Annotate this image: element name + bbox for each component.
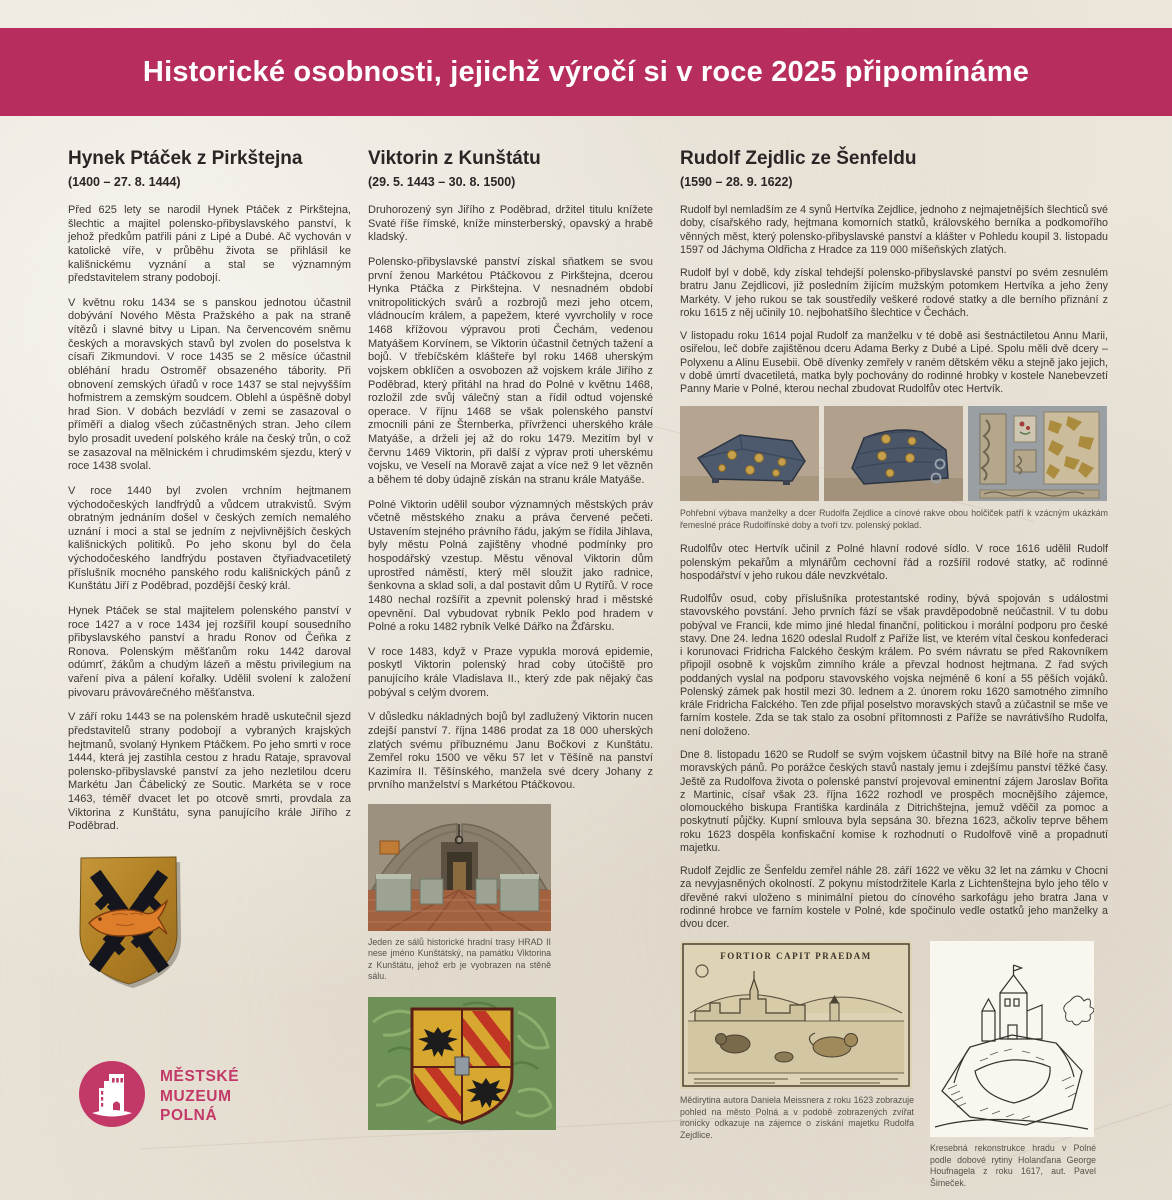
column-viktorin	[368, 148, 653, 1130]
header-band	[0, 28, 1172, 116]
paragraph: Druhorozený syn Jiřího z Poděbrad, držitel titulu knížete Svaté říše římské, kníže minsterberský, opavský a hrabě kladský.	[368, 204, 653, 244]
paragraph: V září roku 1443 se na polenském hradě uskutečnil sjezd představitelů strany podobojí a vybraných krajských hejtmanů, svolaný Hynkem Ptáčkem. Po jeho smrti v roce 1444, která jej zastihla cestou z hradu Rataje, spravoval polensko-přibyslavské panství za jeho nezletilou dceru Markétu Jan Čábelický ze Soutic. Markéta se v roce 1463, téměř dvacet let po otcově smrti, provdala za Viktorina z Kunštátu, syna panujícího krále Jiřího z Poděbrad.	[68, 711, 351, 833]
bottom-illustrations	[680, 941, 1108, 1189]
museum-logo-text	[160, 1067, 239, 1126]
paragraph: Rudolfův osud, coby příslušníka protestantské rodiny, bývá spojován s událostmi stavovského povstání. Jeho prvních fází se však pravděpodobně neúčastnil. V tu dobu pobýval ve Francii, kde mimo jiné hledal finanční, politickou i morální podporu pro české stavy. Dne 24. ledna 1620 odeslal Rudolf z Paříže list, ve kterém vítal českou konfederaci i korunovaci Fridricha Falckého českým králem. Po svém návratu se před Rakovníkem připojil osobně k vojskům zimního krále a převzal hodnost hejtmana. Z řad svých poddaných vyslal na podporu stavovského vojska nejméně 6 koní a 55 pěších vojáků. Polenský zámek pak hostil mezi 30. lednem a 2. únorem roku 1620 samotného zimního krále Fridricha Falckého. Ten zde přijal poselstvo moravských stavů a zúčastnil se mše ve farním kostele. Zda se tak stalo za osobní přítomnosti z Paříže se navrátivšího Rudolfa, není doloženo.	[680, 593, 1108, 738]
poster-title: Historické osobnosti, jejichž výročí si v roce 2025 připomínáme	[142, 55, 1030, 88]
castle-hall-photo	[368, 804, 653, 931]
meissner-engraving-image	[680, 941, 914, 1089]
paragraph: V květnu roku 1434 se s panskou jednotou účastnil dobývání Nového Města Pražského a pak na straně vítězů i slavné bitvy u Lipan. Na červencovém sněmu českých a moravských stavů byl zvolen do poselstva k císaři Zikmundovi. V roce 1435 se 2 měsíce účastnil obléhání hradu Ostroměř obsazeného tábority. Při obnovení zemských úřadů v roce 1437 se stal nejvyšším hofmistrem a zemským soudcem. Oblehl a úspěšně dobyl hrad Sion. V dobách bezvládí v zemi se zasazoval o příměří a dialog všech zúčastněných stran. Jeho cílem bylo prosadit uvedení polského krále na český trůn, o což se zasazoval na mělnickém i chrudimském sjezdu, který v roce 1438 svolal.	[68, 296, 351, 473]
museum-logo	[78, 1060, 239, 1133]
engraving-banner-text: FORTIOR CAPIT PRAEDAM	[720, 951, 872, 962]
castle-caption: Kresebná rekonstrukce hradu v Polné podle dobové rytiny Holanďana George Houfnagela z roku 1617, aut. Pavel Šimeček.	[930, 1143, 1096, 1188]
castle-reconstruction-drawing	[930, 941, 1096, 1137]
meissner-engraving-block	[680, 941, 914, 1141]
column-hynek-ptacek	[68, 148, 351, 990]
engraving-caption: Mědirytina autora Daniela Meissnera z roku 1623 zobrazuje pohled na město Polná a v podobě zobrazených zvířat ironicky odkazuje na zájemce o získání majetku Rudolfa Zejdlice.	[680, 1095, 914, 1140]
paragraph: Rudolf byl nemladším ze 4 synů Hertvíka Zejdlice, jednoho z nejmajetnějších šlechticů své doby, císařského rady, hejtmana komorních statků, královského berníka a podkomořího věnných měst, který polensko-přibyslavské panství a klášter v Pohledu koupil 3. listopadu 1597 od Jáchyma Oldřicha z Hradce za 119 000 míšeňských zlatých.	[680, 204, 1108, 256]
paragraph: Rudolf Zejdlic ze Šenfeldu zemřel náhle 28. září 1622 ve věku 32 let na zámku v Chocni za nevyjasněných okolností. Z pokynu místodržitele Karla z Lichtenštejna bylo jeho tělo v dřevěné rakvi uloženo s minimální pietou do cínového sarkofágu jeho bratra Jana v rodinné hrobce ve farním kostele v Polné, kde spočinulo vedle ostatků jeho manželky a dvou dcer.	[680, 865, 1108, 931]
paragraph: Polensko-přibyslavské panství získal sňatkem se svou první ženou Markétou Ptáčkovou z Pirkštejna, dcerou Hynka Ptáčka z Pirkštejna. V nesnadném období vnitropolitických svárů a rozbrojů mezi jeho otcem, vládnoucím králem, a papežem, které vyvrcholily v roce 1468 křížovou výpravou proti Čechám, vedenou Matyášem Korvínem, se Viktorin účastnil četných tažení a bojů. V třebíčském klášteře byl roku 1468 uherským vojskem obklíčen a osvobozen až vojskem krále Jiřího z Poděbrad, který přitáhl na hrad do Polné v květnu 1468, rozložil zde svůj válečný stan a řídil odtud vojenské operace. V říjnu 1468 se však polenského panství zmocnili páni ze Šternberka, přívrženci uherského krále Matyáše, a drželi jej až do roku 1479. Mezitím byl v červnu 1469 Viktorin, při další z výprav proti uherskému vojsku, ve Veselí na Moravě zajat a více než 9 let vězněn a během té doby údajně získán na stranu krále Matyáše.	[368, 255, 653, 486]
textile-finds-photo	[968, 406, 1107, 501]
column-rudolf-zejdlic	[680, 148, 1108, 1189]
person-dates: (1590 – 28. 9. 1622)	[680, 175, 793, 189]
person-name: Rudolf Zejdlic ze Šenfeldu	[680, 148, 917, 169]
pirkstejn-coat-of-arms-image	[76, 852, 351, 990]
hall-photo-caption: Jeden ze sálů historické hradní trasy HRAD II nese jméno Kunštátský, na památku Viktorina z Kunštátu, jehož erb je vyobrazen na stěně sálu.	[368, 937, 551, 982]
tin-coffin-photo-1	[680, 406, 819, 501]
paragraph: Dne 8. listopadu 1620 se Rudolf se svým vojskem účastnil bitvy na Bílé hoře na straně moravských pánů. Po porážce českých stavů nastaly jemu i zdejšímu panství těžké časy. Ještě za Rudolfova života o polenské panství projevoval eminentní zájem Jaroslav Bořita z Martinic, císař však 23. října 1622 rozhodl ve prospěch mocnějšího zájemce, olomouckého biskupa Františka kardinála z Ditrichštejna, jemuž vděčil za pomoc a poskytnutí půjčky. Kupní smlouva byla sepsána 30. března 1623, ačkoliv teprve během roku 1623 dospěla konfiskační komise k rozhodnutí o Rudolfově vině a propadnutí majetku.	[680, 749, 1108, 854]
paragraph: Rudolf byl v době, kdy získal tehdejší polensko-přibyslavské panství po svém zesnulém bratru Janu Zejdlicovi, již posledním žijícím mužským potomkem Hertvíka a jeho ženy Markéty. V jeho rukou se tak soustředily veškeré rodové statky a dle berního přiznání z roku 1615 z něj učinily 10. nejbohatšího šlechtice v Čechách.	[680, 267, 1108, 319]
logo-line-3: POLNÁ	[160, 1107, 218, 1125]
museum-logo-icon	[78, 1060, 146, 1133]
paragraph: Polné Viktorin udělil soubor významných městských práv včetně městského znaku a práva červené pečeti. Ustavením stejného právního řádu, jakým se řídila Jihlava, byly městu Polná zajištěny vhodné podmínky pro hospodářský vzestup. Městu věnoval Viktorin dům uprostřed náměstí, který měl sloužit jako radnice, šenkovna a sklad soli, a dal postavit dům U Rytířů. V roce 1480 nechal rozšířit a zpevnit polenský hrad i městské opevnění. Dal vybudovat rybník Peklo pod hradem v Polné a roku 1482 rybník Velké Dářko na Žďársku.	[368, 498, 653, 634]
paragraph: Před 625 lety se narodil Hynek Ptáček z Pirkštejna, šlechtic a majitel polensko-přibyslavského panství, k jehož předkům patřili páni z Lipé a Dubé. Ač vychován v katolické víře, v průběhu života se přihlásil ke kališnickému vyznání a stal se významným představitelem strany podobojí.	[68, 204, 351, 285]
paragraph: V roce 1440 byl zvolen vrchním hejtmanem východočeských landfrýdů a vůdcem utrakvistů. Svým obratným jednáním došel v českých zemích nemalého uznání i moci a stal se jedním z nejvlivnějších českých kališnických politiků. Po jeho skonu byl do čela východočeského landfrýdu postaven čtyřiadvacetiletý příslušník mocného panského rodu kališnických pánů z Kunštátu Jiří z Poděbrad, pozdější český král.	[68, 484, 351, 593]
person-dates: (1400 – 27. 8. 1444)	[68, 175, 181, 189]
paragraph: Hynek Ptáček se stal majitelem polenského panství v roce 1427 a v roce 1434 jej rozšířil koupí sousedního přibyslavského panství a hradu Ronov od Čeňka z Ronova. Polenským měšťanům roku 1442 daroval odúmrť, žákům a chudým lázeň a městu privilegium na vaření piva a pálení kořalky. Udělil svolení k založení pivovaru právovárečného měšťanstva.	[68, 604, 351, 699]
person-name: Viktorin z Kunštátu	[368, 148, 541, 169]
logo-line-2: MUZEUM	[160, 1087, 232, 1105]
paragraph: V důsledku nákladných bojů byl zadlužený Viktorin nucen zdejší panství 7. října 1486 prodat za 18 000 uherských zlatých svému příbuznému Janu Bočkovi z Kunštátu. Zemřel roku 1500 ve věku 57 let v Těšíně na panství Kazimíra II. Těšínského, manžela své dcery Johany z prvního manželství s Markétou Ptáčkovou.	[368, 711, 653, 792]
funeral-treasure-photos	[680, 406, 1108, 501]
coffins-caption: Pohřební výbava manželky a dcer Rudolfa Zejdlice a cínové rakve obou holčiček patří k vzácným ukázkám řemeslné práce Rudolfínské doby a tvoří tzv. polenský poklad.	[680, 508, 1108, 530]
paragraph: V roce 1483, když v Praze vypukla morová epidemie, poskytl Viktorin polenský hrad coby útočiště pro panujícího krále Vladislava II., který zde pak nějaký čas pobýval s celým dvorem.	[368, 645, 653, 699]
kunstat-coat-of-arms-image	[368, 997, 653, 1130]
castle-reconstruction-block	[930, 941, 1096, 1189]
person-dates: (29. 5. 1443 – 30. 8. 1500)	[368, 175, 516, 189]
logo-line-1: MĚSTSKÉ	[160, 1067, 240, 1085]
person-name: Hynek Ptáček z Pirkštejna	[68, 148, 303, 169]
paragraph: Rudolfův otec Hertvík učinil z Polné hlavní rodové sídlo. V roce 1616 udělil Rudolf polenským pekařům a mlynářům cechovní řád a rozšířil rodové statky, ač rodinné hospodářství v jeho rukou dále nevzkvétalo.	[680, 543, 1108, 582]
paragraph: V listopadu roku 1614 pojal Rudolf za manželku v té době asi šestnáctiletou Annu Marii, osiřelou, leč dobře zajištěnou dceru Adama Berky z Dubé a Lipé. Spolu měli dvě dcery – Polyxenu a Alinu Eusebii. Obě dívenky zemřely v raném dětském věku a stejně jako jejich, v době úmrtí dvacetiletá, matka byly pochovány do rodinné hrobky v kostele Nanebevzetí Panny Marie v Polné, kterou nechal zbudovat Rudolfův otec Hertvík.	[680, 330, 1108, 396]
tin-coffin-photo-2	[824, 406, 963, 501]
